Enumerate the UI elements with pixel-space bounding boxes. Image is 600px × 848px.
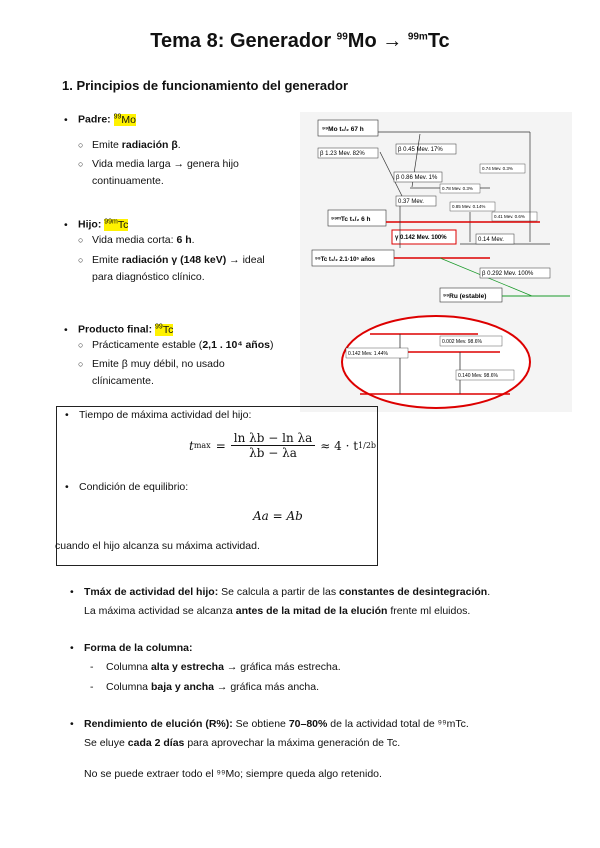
equilibrium-label: • Condición de equilibrio: — [65, 481, 189, 493]
tc99m-label: ⁹⁹ᵐTc t₁/₂ 6 h — [331, 216, 371, 223]
decay-scheme-diagram — [300, 112, 572, 412]
tc99-label: ⁹⁹Tc t₁/₂ 2.1·10⁵ años — [315, 257, 375, 263]
svg-text:0.002 Mev. 98.6%: 0.002 Mev. 98.6% — [442, 339, 482, 345]
equation-box — [56, 406, 378, 566]
beta-2: β 0.45 Mev. 17% — [398, 147, 443, 153]
svg-text:0.142 Mev. 1.44%: 0.142 Mev. 1.44% — [348, 351, 388, 357]
hijo-item-2: ○ Emite radiación γ (148 keV) → ideal para diagnóstico clínico. — [78, 254, 265, 283]
page-title: Tema 8: Generador $^{99}$Mo → $^{99m}$Tc — [150, 30, 450, 52]
gamma-037: 0.37 Mev. — [398, 199, 424, 205]
padre-item-1: ○ Emite radiación β. — [78, 139, 181, 151]
mo-label: ⁹⁹Mo t₁/₂ 67 h — [322, 126, 364, 133]
svg-text:0.140 Mev. 98.6%: 0.140 Mev. 98.6% — [458, 373, 498, 379]
beta-1: β 1.23 Mev. 82% — [320, 151, 365, 157]
isotope-highlight: $^{99}$Mo — [113, 113, 136, 126]
columna-item-2: - Columna baja y ancha → gráfica más ancha. — [90, 681, 320, 693]
svg-text:0.74 Mev. 0.3%: 0.74 Mev. 0.3% — [482, 166, 513, 171]
box-caption: cuando el hijo alcanza su máxima actividad. — [55, 540, 260, 552]
producto-item-1: ○ Prácticamente estable (2,1 . 10⁴ años) — [78, 339, 274, 351]
isotope-highlight: $^{99}$Tc — [155, 323, 174, 336]
beta-3: β 0.86 Mev. 1% — [396, 175, 438, 181]
columna-item-1: - Columna alta y estrecha → gráfica más estrecha. — [90, 661, 341, 673]
bullet-producto: • Producto final: $^{99}$Tc — [64, 323, 174, 336]
producto-item-2: ○ Emite β muy débil, no usado clínicamente. — [78, 358, 225, 387]
svg-text:0.78 Mev. 0.3%: 0.78 Mev. 0.3% — [442, 186, 473, 191]
svg-text:0.85 Mev. 0.14%: 0.85 Mev. 0.14% — [452, 204, 486, 209]
bullet-tmax: • Tmáx de actividad del hijo: Se calcula a partir de las constantes de desintegración. — [70, 586, 491, 598]
rendimiento-line-2: Se eluye cada 2 días para aprovechar la máxima generación de Tc. — [84, 737, 401, 749]
rendimiento-line-3: No se puede extraer todo el ⁹⁹Mo; siempre queda algo retenido. — [84, 768, 382, 780]
equilibrium-formula: Aa = Ab — [253, 509, 303, 523]
bullet-rendimiento: • Rendimiento de elución (R%): Se obtiene 70–80% de la actividad total de ⁹⁹mTc. — [70, 718, 469, 730]
svg-text:0.41 Mev. 0.6%: 0.41 Mev. 0.6% — [494, 214, 525, 219]
padre-item-2: ○ Vida media larga → genera hijo continuamente. — [78, 158, 239, 187]
tmax-box-label: • Tiempo de máxima actividad del hijo: — [65, 409, 252, 421]
bullet-hijo: • Hijo: $^{99m}$Tc — [64, 218, 129, 231]
tmax-line-2: La máxima actividad se alcanza antes de la mitad de la elución frente ml eluidos. — [84, 605, 471, 617]
bullet-padre: • Padre: $^{99}$Mo — [64, 113, 136, 126]
beta-292: β 0.292 Mev. 100% — [482, 271, 534, 277]
isotope-highlight: $^{99m}$Tc — [104, 218, 129, 231]
section-heading: 1. Principios de funcionamiento del generador — [62, 78, 349, 93]
bullet-columna: • Forma de la columna: — [70, 642, 193, 654]
ru-label: ⁹⁹Ru (estable) — [443, 293, 487, 300]
hijo-item-1: ○ Vida media corta: 6 h. — [78, 234, 195, 246]
tmax-formula: t max = $\frac{\text{ln λb − ln λa}}{\lambda b - \lambda a}$ ≈ 4 · t 1/2b — [189, 431, 377, 460]
gamma-014: 0.14 Mev. — [478, 237, 504, 243]
gamma-142: γ 0.142 Mev. 100% — [395, 235, 447, 241]
